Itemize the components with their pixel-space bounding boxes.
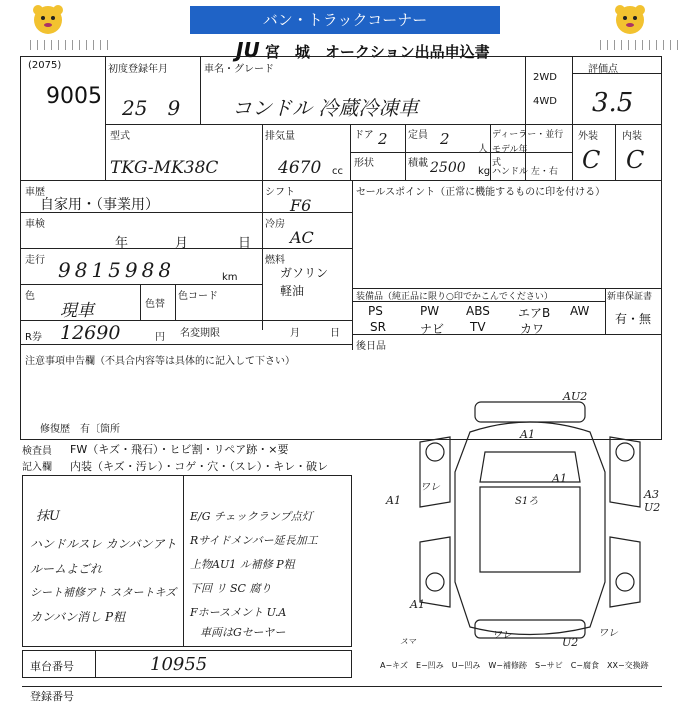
- car-name-value: コンドル 冷蔵冷凍車: [232, 96, 419, 120]
- note-left-2: ハンドルスレ カンバンアト: [30, 537, 177, 551]
- note-right-4: 下回 リ SC 腐り: [190, 582, 272, 595]
- mark-au2: AU2: [563, 390, 588, 403]
- r-fee-label: R券: [25, 332, 42, 343]
- eq-tv[interactable]: TV: [470, 320, 486, 334]
- shape-label: 形状: [354, 158, 374, 169]
- entry-number: 9005: [46, 84, 102, 109]
- ju-logo: JU: [236, 38, 260, 62]
- note-left-4: シート補修アト スタートキズ: [30, 586, 177, 599]
- color-value: 現車: [60, 301, 94, 321]
- exterior-label: 外装: [578, 131, 598, 142]
- interior-grade: C: [626, 146, 645, 174]
- note-left-3: ルームよごれ: [30, 562, 103, 576]
- fuel-value: ガソリン 軽油: [280, 266, 329, 298]
- eq-pw[interactable]: PW: [420, 304, 440, 318]
- capacity-value: 2: [440, 130, 450, 148]
- note-left-1: 抹U: [36, 509, 60, 524]
- first-reg-value: 25 9: [122, 96, 181, 120]
- note-left-5: カンバン消し P粗: [30, 610, 126, 624]
- usage-label: 車歴: [25, 187, 45, 198]
- inspection-month: 月: [175, 236, 189, 251]
- eq-ps[interactable]: PS: [368, 304, 383, 318]
- mark-a1-top: A1: [520, 428, 535, 441]
- doors-label: ドア: [354, 130, 374, 141]
- mark-u2-bottom: U2: [562, 636, 579, 649]
- selling-points-label: セールスポイント（正常に機能するものに印を付ける）: [356, 187, 606, 198]
- note-right-2: Rサイドメンバー延長加工: [190, 534, 318, 547]
- model-label: 型式: [110, 131, 130, 142]
- cc-unit: cc: [332, 166, 343, 177]
- corner-banner: バン・トラックコーナー: [190, 6, 500, 34]
- eq-aw[interactable]: AW: [570, 304, 590, 318]
- mark-a1-right: A1: [552, 472, 567, 485]
- eq-kawa[interactable]: カワ: [520, 322, 545, 336]
- eq-navi[interactable]: ナビ: [420, 322, 445, 336]
- displacement-value: 4670: [278, 158, 322, 178]
- km-unit: km: [222, 272, 238, 283]
- car-name-label: 車名・グレード: [204, 64, 274, 75]
- shift-label: シフト: [265, 187, 295, 198]
- usage-value: 自家用・（事業用）: [40, 197, 159, 213]
- color-label: 色: [25, 291, 35, 302]
- drive-4wd: 4WD: [533, 96, 557, 107]
- eq-abs[interactable]: ABS: [466, 304, 490, 318]
- chassis-label: 車台番号: [30, 660, 74, 673]
- warranty-option: 有・無: [615, 312, 652, 326]
- dealer-label: ディーラー・並行: [492, 130, 564, 140]
- payload-label: 積載: [408, 158, 428, 169]
- mileage-label: 走行: [25, 255, 45, 266]
- name-change-month: 月: [290, 328, 300, 339]
- person-unit: 人: [478, 144, 488, 155]
- mark-a1-bottom: A1: [410, 598, 425, 611]
- checkbox-row-left: [30, 40, 110, 50]
- fw-line: FW（キズ・飛石）・ヒビ割・リペア跡・×要: [70, 443, 289, 456]
- name-change-label: 名変期限: [180, 328, 220, 339]
- recorder-label: 記入欄: [22, 462, 52, 473]
- drive-2wd: 2WD: [533, 72, 557, 83]
- ac-value: AC: [290, 228, 314, 247]
- mark-ware-bottom: ワレ: [492, 630, 512, 641]
- form-title: 宮 城 オークション出品申込書: [264, 43, 490, 61]
- mark-ware-right: ワレ: [598, 628, 618, 639]
- payload-unit: kg: [478, 166, 491, 177]
- inspection-year: 年: [115, 236, 129, 251]
- model-year-label: モデル年式: [492, 145, 528, 168]
- note-right-6: 車両はGセーヤー: [200, 626, 286, 639]
- first-reg-label: 初度登録年月: [108, 64, 168, 75]
- model-value: TKG-MK38C: [110, 158, 219, 178]
- handle-label: ハンドル 左・右: [492, 167, 558, 177]
- exterior-grade: C: [582, 146, 601, 174]
- inspector-label: 検査員: [22, 446, 52, 457]
- r-fee-value: 12690: [60, 322, 121, 344]
- doors-value: 2: [378, 130, 388, 148]
- note-right-5: Fホースメント U.A: [190, 606, 287, 619]
- payload-value: 2500: [430, 160, 466, 176]
- mark-s1: S1ろ: [515, 496, 539, 507]
- notes-label: 注意事項申告欄（不具合内容等は具体的に記入して下さい）: [25, 356, 295, 367]
- fuel-label: 燃料: [265, 255, 285, 266]
- inspection-day: 日: [238, 236, 252, 251]
- capacity-label: 定員: [408, 130, 428, 141]
- repair-label: 修復歴 有〔箇所: [40, 424, 120, 435]
- ac-label: 冷房: [265, 219, 285, 230]
- checkbox-row-right: [600, 40, 680, 50]
- mark-a1-left: A1: [386, 494, 401, 507]
- color-change-label: 色替: [145, 299, 165, 310]
- interior-label: 内装: [622, 131, 642, 142]
- displacement-label: 排気量: [265, 131, 295, 142]
- mascot-left-icon: [30, 4, 66, 36]
- equipment-label: 装備品（純正品に限り○印でかこんでください）: [356, 292, 553, 302]
- entry-number-small: (2075): [28, 60, 62, 71]
- note-right-3: 上物AU1 ル補修 P粗: [190, 558, 295, 571]
- chassis-value: 10955: [150, 654, 208, 675]
- rating-title: 評価点: [588, 64, 618, 75]
- delivery-label: 後日品: [356, 341, 386, 352]
- note-right-1: E/G チェックランプ点灯: [190, 510, 313, 523]
- name-change-day: 日: [330, 328, 340, 339]
- shift-value: F6: [290, 196, 312, 215]
- mileage-value: 9815988: [58, 258, 176, 282]
- damage-legend: A−キズ E−凹み U−凹み W−補修跡 S−サビ C−腐食 XX−交換跡: [380, 661, 649, 670]
- mark-ware-left: ワレ: [420, 482, 440, 493]
- mark-suma: スマ: [400, 637, 416, 646]
- mark-a3-u2: A3 U2: [644, 488, 661, 514]
- color-code-label: 色コード: [178, 291, 218, 302]
- registration-label: 登録番号: [30, 690, 74, 703]
- eq-sr[interactable]: SR: [370, 320, 386, 334]
- interior-line: 内装（キズ・汚レ）・コゲ・穴・（スレ）・キレ・破レ: [70, 460, 329, 473]
- eq-airbag[interactable]: エアB: [518, 306, 551, 320]
- inspection-label: 車検: [25, 219, 45, 230]
- rating-value: 3.5: [592, 88, 634, 118]
- mascot-right-icon: [612, 4, 648, 36]
- yen-unit: 円: [155, 332, 165, 343]
- warranty-label: 新車保証書: [607, 292, 653, 302]
